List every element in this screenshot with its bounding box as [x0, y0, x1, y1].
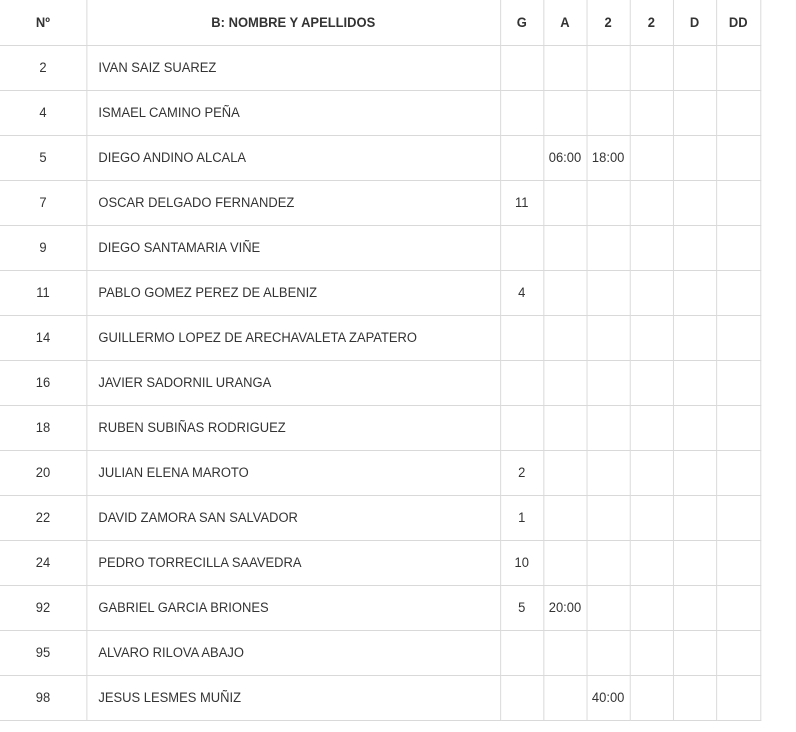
player-number: 98	[0, 675, 86, 720]
cell-goals: 10	[500, 540, 543, 585]
table-row	[0, 135, 760, 180]
player-number: 5	[0, 135, 86, 180]
table-row	[0, 225, 760, 270]
cell-dd	[716, 405, 760, 450]
cell-2-first: 18:00	[587, 135, 630, 180]
cell-dd	[716, 225, 760, 270]
player-number: 9	[0, 225, 86, 270]
player-name: GUILLERMO LOPEZ DE ARECHAVALETA ZAPATERO	[86, 315, 500, 360]
cell-2-second	[630, 495, 673, 540]
table-row	[0, 675, 760, 720]
table-row	[0, 270, 760, 315]
cell-d	[673, 360, 716, 405]
cell-goals	[500, 360, 543, 405]
cell-d	[673, 630, 716, 675]
cell-a	[543, 495, 586, 540]
cell-d	[673, 540, 716, 585]
cell-a	[543, 270, 586, 315]
cell-dd	[716, 540, 760, 585]
cell-a	[543, 675, 586, 720]
table-row	[0, 405, 760, 450]
table-row	[0, 540, 760, 585]
player-name: PEDRO TORRECILLA SAAVEDRA	[86, 540, 500, 585]
player-name: GABRIEL GARCIA BRIONES	[86, 585, 500, 630]
cell-2-second	[630, 225, 673, 270]
cell-a	[543, 180, 586, 225]
cell-a	[543, 225, 586, 270]
cell-2-second	[630, 180, 673, 225]
table-row	[0, 45, 760, 90]
cell-2-first	[587, 90, 630, 135]
cell-a	[543, 315, 586, 360]
cell-2-second	[630, 405, 673, 450]
cell-2-second	[630, 540, 673, 585]
cell-2-second	[630, 450, 673, 495]
player-number: 24	[0, 540, 86, 585]
cell-d	[673, 180, 716, 225]
cell-2-first	[587, 225, 630, 270]
cell-2-first	[587, 450, 630, 495]
cell-d	[673, 270, 716, 315]
cell-dd	[716, 135, 760, 180]
player-number: 20	[0, 450, 86, 495]
player-name: OSCAR DELGADO FERNANDEZ	[86, 180, 500, 225]
column-header-d: D	[673, 0, 716, 45]
table-body	[0, 45, 760, 720]
table-row	[0, 180, 760, 225]
cell-goals	[500, 675, 543, 720]
column-header-name: B: NOMBRE Y APELLIDOS	[86, 0, 500, 45]
player-name: JESUS LESMES MUÑIZ	[86, 675, 500, 720]
cell-a	[543, 540, 586, 585]
player-number: 22	[0, 495, 86, 540]
cell-2-second	[630, 675, 673, 720]
cell-goals: 1	[500, 495, 543, 540]
cell-goals: 4	[500, 270, 543, 315]
player-name: DIEGO ANDINO ALCALA	[86, 135, 500, 180]
cell-2-first	[587, 315, 630, 360]
table-row	[0, 90, 760, 135]
cell-a	[543, 405, 586, 450]
cell-goals	[500, 405, 543, 450]
player-name: ISMAEL CAMINO PEÑA	[86, 90, 500, 135]
cell-2-first	[587, 180, 630, 225]
cell-2-first	[587, 585, 630, 630]
cell-d	[673, 675, 716, 720]
cell-dd	[716, 495, 760, 540]
cell-goals	[500, 90, 543, 135]
cell-2-second	[630, 135, 673, 180]
cell-2-second	[630, 315, 673, 360]
cell-a	[543, 360, 586, 405]
player-number: 14	[0, 315, 86, 360]
cell-2-first	[587, 360, 630, 405]
table-row	[0, 450, 760, 495]
player-number: 18	[0, 405, 86, 450]
cell-dd	[716, 90, 760, 135]
column-header-2-second: 2	[630, 0, 673, 45]
cell-dd	[716, 630, 760, 675]
cell-goals: 11	[500, 180, 543, 225]
cell-d	[673, 405, 716, 450]
player-name: DIEGO SANTAMARIA VIÑE	[86, 225, 500, 270]
cell-a	[543, 45, 586, 90]
player-number: 7	[0, 180, 86, 225]
cell-dd	[716, 585, 760, 630]
cell-dd	[716, 45, 760, 90]
cell-a	[543, 630, 586, 675]
cell-dd	[716, 315, 760, 360]
cell-2-second	[630, 585, 673, 630]
column-header-a: A	[543, 0, 586, 45]
cell-dd	[716, 450, 760, 495]
player-number: 4	[0, 90, 86, 135]
cell-2-second	[630, 90, 673, 135]
player-number: 92	[0, 585, 86, 630]
cell-2-first	[587, 270, 630, 315]
cell-d	[673, 45, 716, 90]
cell-d	[673, 450, 716, 495]
cell-d	[673, 585, 716, 630]
player-number: 95	[0, 630, 86, 675]
cell-2-first	[587, 495, 630, 540]
table-row	[0, 585, 760, 630]
cell-a: 20:00	[543, 585, 586, 630]
cell-a	[543, 450, 586, 495]
cell-d	[673, 315, 716, 360]
table-row	[0, 495, 760, 540]
cell-goals	[500, 315, 543, 360]
player-number: 16	[0, 360, 86, 405]
cell-2-second	[630, 360, 673, 405]
cell-goals: 5	[500, 585, 543, 630]
cell-goals: 2	[500, 450, 543, 495]
cell-goals	[500, 630, 543, 675]
cell-2-first	[587, 540, 630, 585]
table-row	[0, 360, 760, 405]
cell-d	[673, 225, 716, 270]
cell-goals	[500, 45, 543, 90]
cell-2-first	[587, 45, 630, 90]
cell-goals	[500, 135, 543, 180]
cell-d	[673, 90, 716, 135]
column-header-number: Nº	[0, 0, 86, 45]
cell-d	[673, 495, 716, 540]
cell-2-second	[630, 630, 673, 675]
cell-a: 06:00	[543, 135, 586, 180]
cell-goals	[500, 225, 543, 270]
player-name: JAVIER SADORNIL URANGA	[86, 360, 500, 405]
cell-dd	[716, 675, 760, 720]
player-name: JULIAN ELENA MAROTO	[86, 450, 500, 495]
column-header-dd: DD	[716, 0, 760, 45]
cell-dd	[716, 270, 760, 315]
player-number: 2	[0, 45, 86, 90]
cell-2-first	[587, 405, 630, 450]
cell-dd	[716, 360, 760, 405]
table-header-row	[0, 0, 760, 45]
table-row	[0, 315, 760, 360]
cell-a	[543, 90, 586, 135]
cell-2-second	[630, 270, 673, 315]
cell-d	[673, 135, 716, 180]
player-number: 11	[0, 270, 86, 315]
player-name: DAVID ZAMORA SAN SALVADOR	[86, 495, 500, 540]
cell-2-first: 40:00	[587, 675, 630, 720]
cell-dd	[716, 180, 760, 225]
player-name: ALVARO RILOVA ABAJO	[86, 630, 500, 675]
column-header-goals: G	[500, 0, 543, 45]
player-name: IVAN SAIZ SUAREZ	[86, 45, 500, 90]
table-row	[0, 630, 760, 675]
player-name: PABLO GOMEZ PEREZ DE ALBENIZ	[86, 270, 500, 315]
column-header-2-first: 2	[587, 0, 630, 45]
cell-2-first	[587, 630, 630, 675]
player-name: RUBEN SUBIÑAS RODRIGUEZ	[86, 405, 500, 450]
cell-2-second	[630, 45, 673, 90]
